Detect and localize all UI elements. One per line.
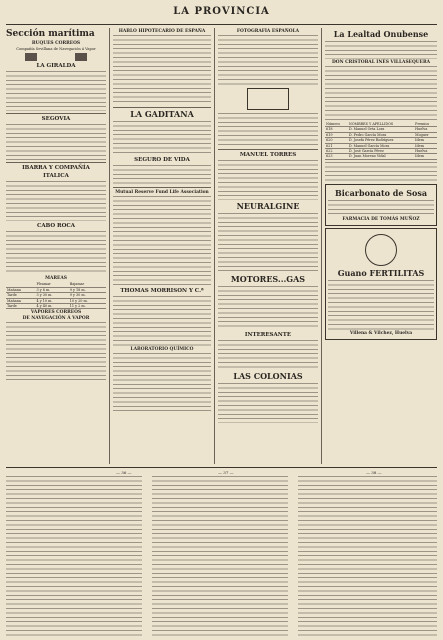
ad-text-10 xyxy=(218,213,318,273)
serial-text-right xyxy=(298,476,437,636)
table-header: NOMBRES Y APELLIDOS xyxy=(348,122,414,127)
lealtad-footer-text xyxy=(325,162,437,182)
guano-sub: Villena & Vilchez, Huelva xyxy=(349,330,413,336)
ad-title-10: MOTORES...GAS xyxy=(230,274,306,284)
ship3-title: IBARRA Y COMPAÑÍA xyxy=(22,165,90,172)
bicarbonato-sub: FARMACIA DE TOMÁS MUÑOZ xyxy=(342,216,420,222)
lealtad-title: La Lealtad Onubense xyxy=(333,29,429,39)
table-cell: Tarde xyxy=(6,293,36,298)
column-lealtad xyxy=(325,28,437,464)
ad-text-3 xyxy=(113,165,211,185)
section-title: Sección marítima xyxy=(6,29,95,39)
ship1-text xyxy=(6,71,106,111)
table-cell: 3 y 30 m. xyxy=(36,293,69,298)
ad-text-8 xyxy=(218,113,318,147)
mareas-table xyxy=(6,282,106,309)
guano-title: Guano FERTILITAS xyxy=(337,267,425,278)
lealtad-text xyxy=(325,66,437,122)
ad-title-2: LA GADITANA xyxy=(130,109,194,119)
ad-text-2 xyxy=(113,121,211,155)
flag-icon xyxy=(25,53,37,61)
bicarbonato-title: Bicarbonato de Sosa xyxy=(334,187,428,198)
column-divider xyxy=(321,28,322,464)
table-cell: Mañana xyxy=(6,287,36,292)
page-number-left: — 36 — xyxy=(116,470,132,475)
newspaper-page xyxy=(6,0,437,640)
table-cell: D. Pedro García Mora xyxy=(348,132,414,137)
ship2-text xyxy=(6,124,106,160)
ad-text-1 xyxy=(113,35,211,105)
ad-title-11: INTERESANTE xyxy=(244,332,292,338)
serial-text-mid xyxy=(152,476,288,636)
serial-text-left xyxy=(6,476,142,636)
table-cell: 620 xyxy=(325,138,348,143)
masthead-title: LA PROVINCIA xyxy=(173,6,270,17)
ad-text-4 xyxy=(113,196,211,286)
bicarbonato-text xyxy=(328,200,434,216)
column-divider xyxy=(109,28,110,464)
table-cell: D. Manuel García Mora xyxy=(348,143,414,148)
table-cell: Idem xyxy=(414,143,437,148)
table-cell: 618 xyxy=(325,127,348,132)
ship3-text xyxy=(6,181,106,221)
ad-text-11 xyxy=(218,286,318,330)
table-cell: 10 y 20 m. xyxy=(69,298,106,303)
column-divider xyxy=(214,28,215,464)
divider xyxy=(218,149,318,150)
ad-text-7 xyxy=(218,35,318,85)
table-cell: 4 y 40 m. xyxy=(36,304,69,309)
table-cell: 9 y 30 m. xyxy=(69,293,106,298)
photography-emblem-icon xyxy=(247,88,289,110)
table-cell: 4 y 10 m. xyxy=(36,298,69,303)
ship4-text xyxy=(6,231,106,275)
ad-title-6: LABORATORIO QUÍMICO xyxy=(130,347,194,352)
ad-title-8: MANUEL TORRES xyxy=(239,152,297,158)
ad-title-9: NEURALGINE xyxy=(236,201,300,211)
guano-ad xyxy=(325,228,437,340)
masthead-rule xyxy=(6,24,437,25)
table-cell: D. Josefa Pérez Rodríguez xyxy=(348,138,414,143)
ship3-name: ITALICA xyxy=(43,173,69,180)
page-number-right: — 38 — xyxy=(366,470,382,475)
table-cell: Idem xyxy=(414,138,437,143)
table-cell: 3 y 6 m. xyxy=(36,287,69,292)
ship1-sub: Compañía Sevillana de Navegación á Vapor xyxy=(16,47,96,51)
table-cell: 623 xyxy=(325,154,348,159)
table-cell: D. José García Pérez xyxy=(348,149,414,154)
mareas-title: MAREAS xyxy=(45,276,67,282)
ad-title-4: Mutual Reserve Fund Life Association xyxy=(115,190,209,195)
ad-text-5 xyxy=(113,296,211,346)
table-row xyxy=(6,304,106,309)
table-cell: 11 y 2 m. xyxy=(69,304,106,309)
ad-title-5: THOMAS MORRISON Y C.ª xyxy=(120,288,204,294)
column-ads-2 xyxy=(113,28,211,464)
lealtad-sub: DON CRISTOBAL INÉS VILLASEQUERA xyxy=(331,60,431,65)
table-cell: D. Manuel Orta Lora xyxy=(348,127,414,132)
flag-icon xyxy=(75,53,87,61)
table-cell: 9 y 18 m. xyxy=(69,287,106,292)
lealtad-intro xyxy=(325,41,437,59)
ad-text-12 xyxy=(218,340,318,370)
table-cell: Tarde xyxy=(6,304,36,309)
column-maritime xyxy=(6,28,106,464)
ad-title-7: FOTOGRAFÍA ESPAÑOLA xyxy=(236,29,300,34)
bicarbonato-ad xyxy=(325,184,437,226)
table-cell: Mañana xyxy=(6,298,36,303)
column-ads-3 xyxy=(218,28,318,464)
divider xyxy=(113,187,211,188)
flag-row xyxy=(6,53,106,61)
table-cell: Idem xyxy=(414,154,437,159)
ship1-name: LA GIRALDA xyxy=(36,63,76,70)
table-header: Premios xyxy=(414,122,437,127)
ad-title-1: HABLO HIPOTECARIO DE ESPAÑA xyxy=(118,29,206,34)
divider xyxy=(6,113,106,114)
table-row xyxy=(325,154,437,159)
prize-table xyxy=(325,122,437,160)
table-cell: D. Juan Moreno Vidal xyxy=(348,154,414,159)
ship4-name: CABO ROCA xyxy=(36,223,76,230)
table-cell: 619 xyxy=(325,132,348,137)
ship5-title: VAPORES CORREOS xyxy=(30,310,82,316)
table-cell: 622 xyxy=(325,149,348,154)
guano-logo-icon xyxy=(365,234,397,266)
ad-title-12: LAS COLONIAS xyxy=(233,371,303,381)
divider xyxy=(113,107,211,108)
ad-text-6 xyxy=(113,353,211,413)
ship5-text xyxy=(6,322,106,382)
ship1-title: BUQUES CORREOS xyxy=(31,41,81,46)
ad-text-9 xyxy=(218,160,318,200)
ship5-sub: DE NAVEGACIÓN Á VAPOR xyxy=(22,316,90,322)
page-number-mid: — 37 — xyxy=(218,470,234,475)
table-header: Pleamar xyxy=(36,282,69,287)
footer-rule xyxy=(6,467,437,468)
divider xyxy=(6,162,106,163)
guano-text xyxy=(328,280,434,330)
table-cell: Huelva xyxy=(414,149,437,154)
table-header: Bajamar xyxy=(69,282,106,287)
table-cell: Moguer xyxy=(414,132,437,137)
ad-title-3: SEGURO DE VIDA xyxy=(134,157,190,163)
table-cell: 621 xyxy=(325,143,348,148)
ad-text-13 xyxy=(218,383,318,423)
table-cell: Huelva xyxy=(414,127,437,132)
ship2-name: SEGOVIA xyxy=(41,116,71,123)
table-header: Número xyxy=(325,122,348,127)
